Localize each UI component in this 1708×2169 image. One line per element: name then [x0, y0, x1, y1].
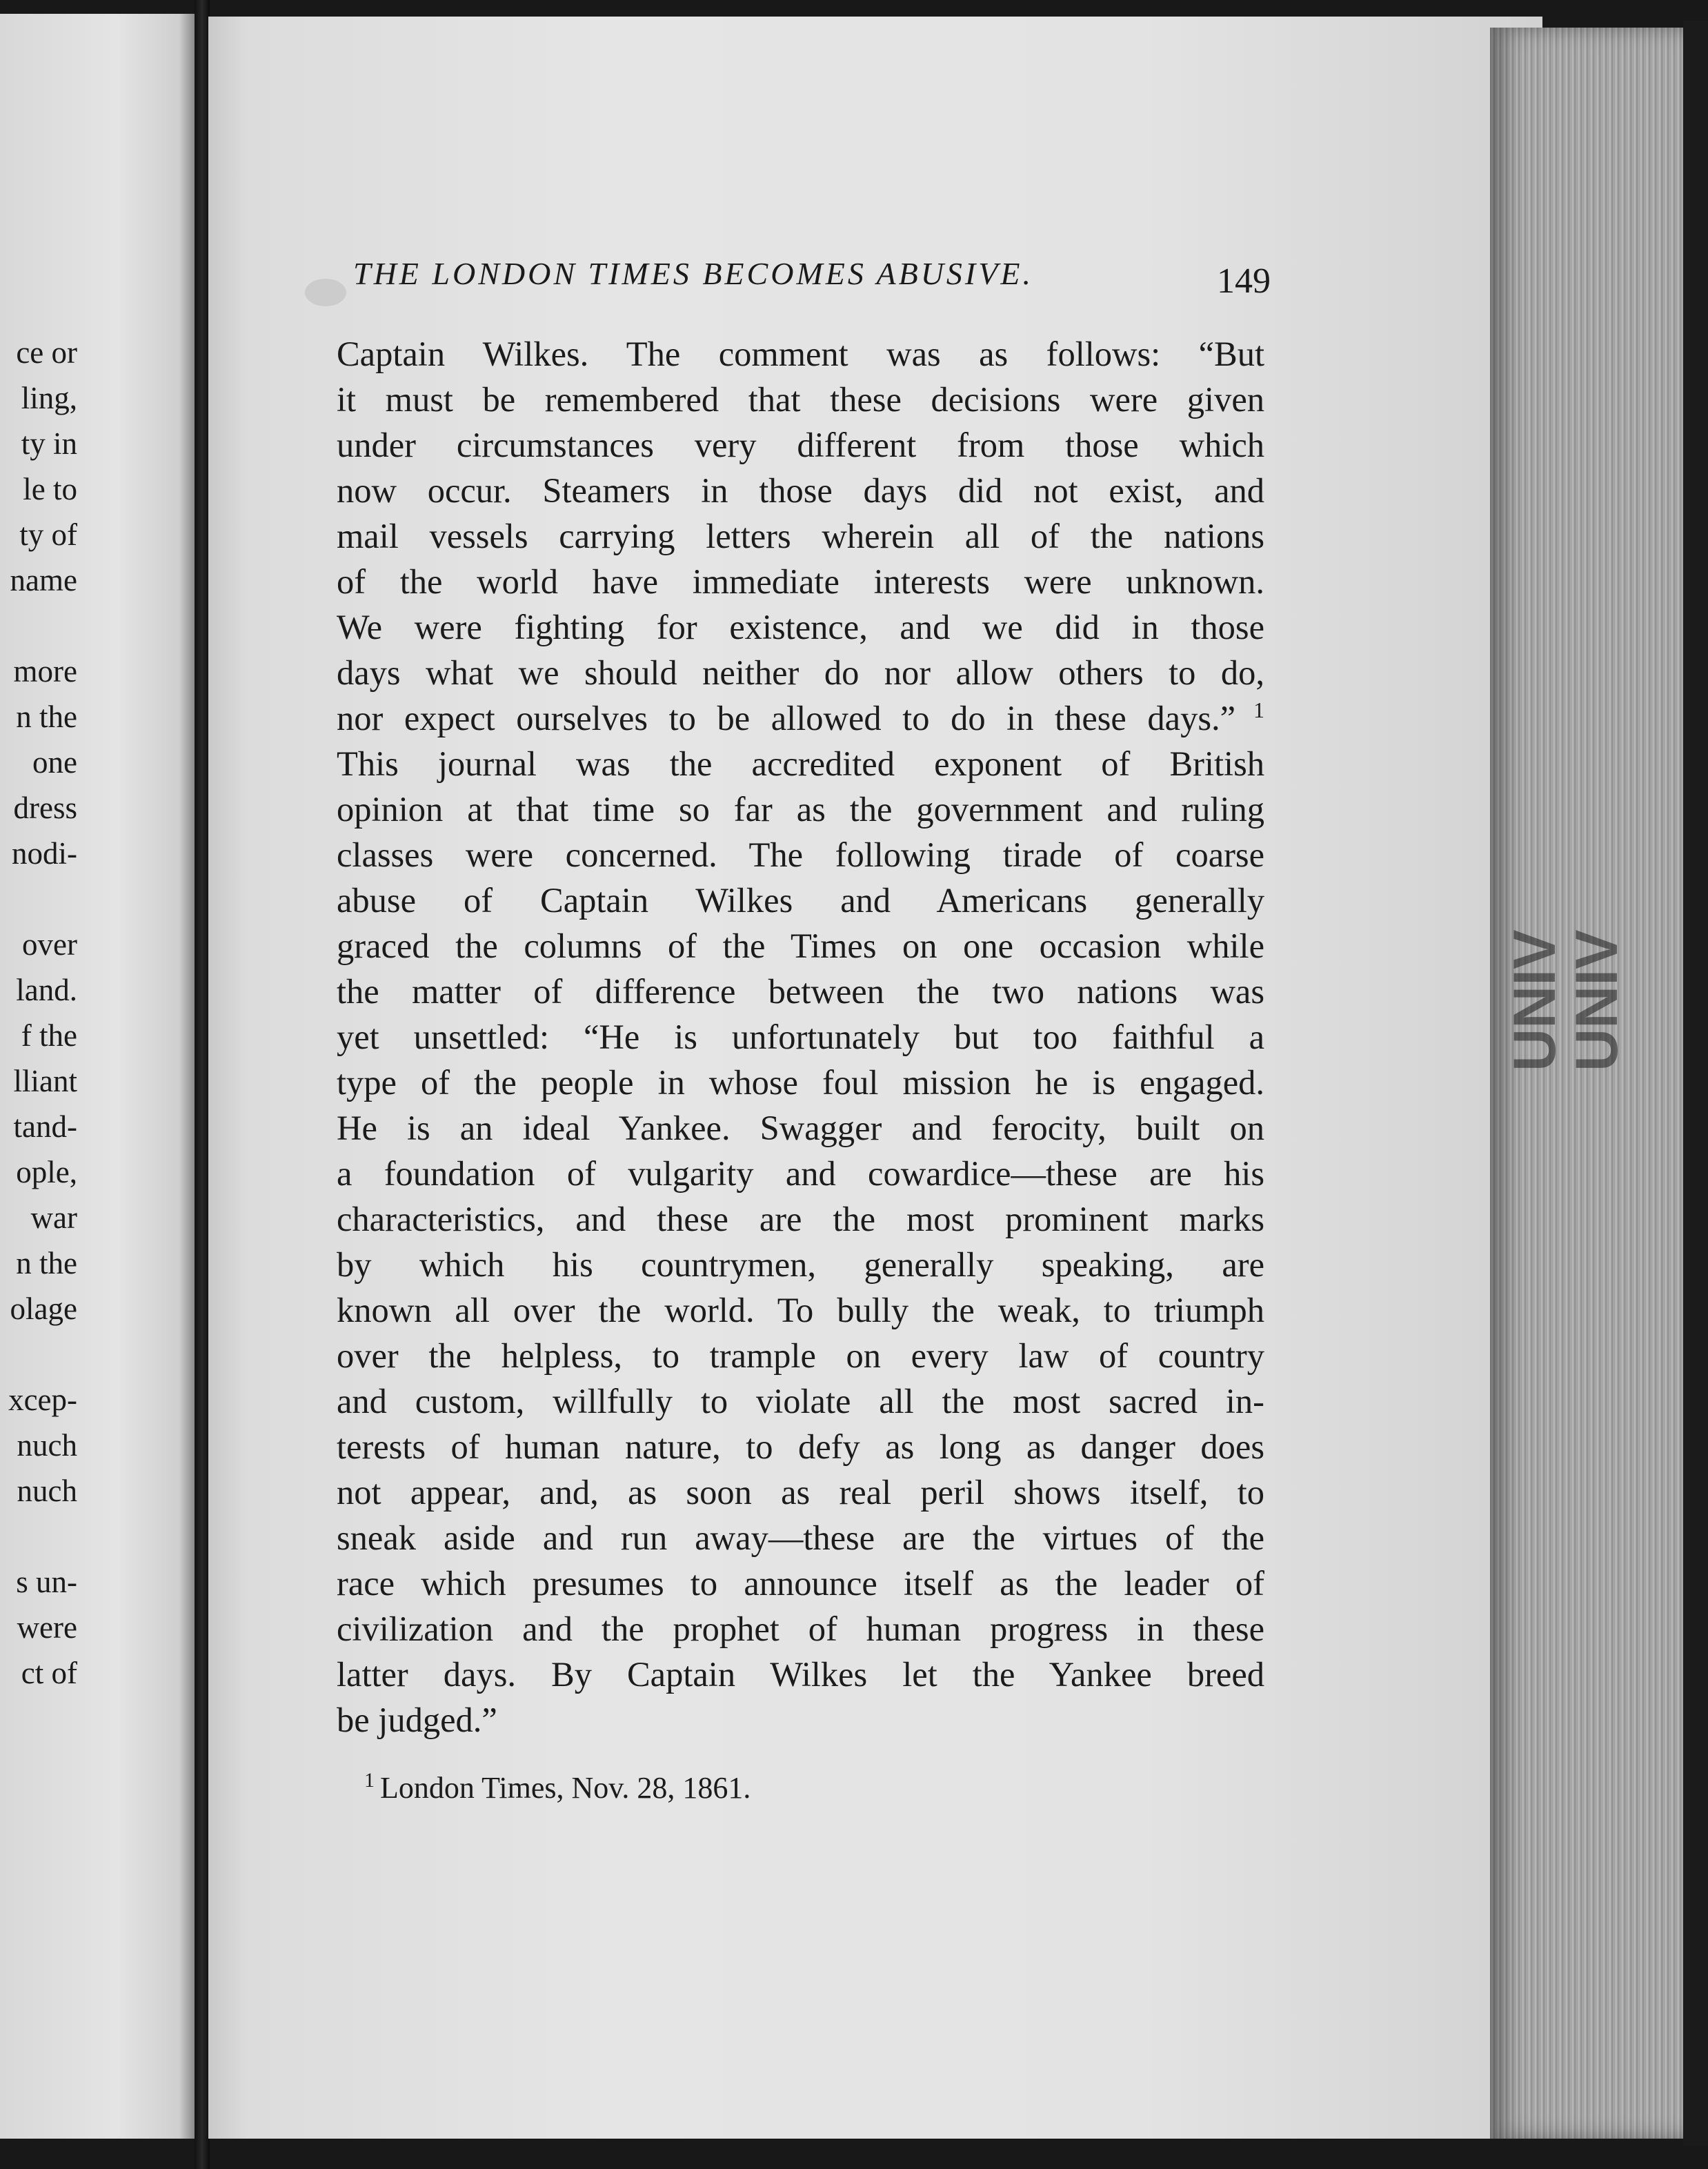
- left-page-fragment: were: [17, 1610, 77, 1645]
- body-line: not appear, and, as soon as real peril shows itself, to: [337, 1473, 1264, 1512]
- footnote-reference: 1: [1235, 697, 1265, 723]
- body-line: of the world have immediate interests were unknown.: [337, 562, 1264, 601]
- left-page-fragment: ct of: [21, 1656, 77, 1690]
- body-line: type of the people in whose foul mission he is engaged.: [337, 1063, 1264, 1102]
- left-page-fragment: nuch: [17, 1428, 77, 1463]
- left-page-fragment: s un-: [16, 1565, 77, 1599]
- left-page-fragment: land.: [16, 973, 77, 1007]
- body-line: now occur. Steamers in those days did not exist, and: [337, 471, 1264, 510]
- body-line: be judged.”: [337, 1701, 497, 1739]
- left-page-fragment: f the: [21, 1018, 77, 1053]
- left-facing-page: [0, 14, 195, 2139]
- left-page-fragment: war: [30, 1200, 77, 1235]
- page-number: 149: [1217, 261, 1271, 301]
- body-line: nor expect ourselves to be allowed to do in these days.” $^1$: [337, 697, 1265, 737]
- edge-stamp-2: UNIV: [1564, 929, 1630, 1071]
- footnote-text: London Times, Nov. 28, 1861.: [380, 1771, 751, 1805]
- left-page-fragment: olage: [10, 1291, 77, 1326]
- running-head: THE LONDON TIMES BECOMES ABUSIVE.: [353, 256, 1033, 291]
- body-line: yet unsettled: “He is unfortunately but too faithful a: [337, 1018, 1264, 1056]
- body-line: We were fighting for existence, and we did in those: [337, 608, 1264, 646]
- book-gutter: [195, 0, 210, 2169]
- left-page-fragment: tand-: [13, 1109, 77, 1144]
- body-line: latter days. By Captain Wilkes let the Yankee breed: [337, 1655, 1264, 1694]
- left-page-fragment: ty of: [19, 517, 77, 552]
- body-line: sneak aside and run away—these are the virtues of the: [337, 1518, 1264, 1557]
- left-page-fragment: ce or: [16, 335, 77, 370]
- body-line: it must be remembered that these decisions were given: [337, 380, 1264, 419]
- left-page-fragment: ling,: [21, 381, 77, 415]
- left-page-fragment: dress: [13, 791, 77, 825]
- body-line: characteristics, and these are the most prominent marks: [337, 1200, 1264, 1238]
- body-line: and custom, willfully to violate all the most sacred in-: [337, 1382, 1264, 1420]
- left-page-fragment: le to: [23, 472, 77, 506]
- page-header: [353, 250, 1271, 305]
- body-line: the matter of difference between the two nations was: [337, 972, 1264, 1011]
- body-line: under circumstances very different from those which: [337, 426, 1264, 464]
- left-page-fragment: n the: [16, 700, 77, 734]
- scan-edge: [1683, 21, 1708, 2146]
- body-line: Captain Wilkes. The comment was as follows: “But: [337, 335, 1264, 373]
- left-page-fragment: over: [22, 927, 77, 962]
- body-line: known all over the world. To bully the weak, to triumph: [337, 1291, 1264, 1329]
- body-line: terests of human nature, to defy as long as danger does: [337, 1427, 1264, 1466]
- body-line: by which his countrymen, generally speaking, are: [337, 1245, 1264, 1284]
- footnote-mark: 1: [364, 1769, 375, 1792]
- body-line: mail vessels carrying letters wherein all of the nations: [337, 517, 1264, 555]
- left-page-fragment: name: [10, 563, 77, 597]
- body-line: race which presumes to announce itself as the leader of: [337, 1564, 1264, 1603]
- left-page-fragment: ople,: [16, 1155, 77, 1189]
- body-line: civilization and the prophet of human progress in these: [337, 1610, 1264, 1648]
- left-page-fragment: ty in: [21, 426, 77, 461]
- body-line: days what we should neither do nor allow others to do,: [337, 653, 1264, 692]
- left-page-fragment: nodi-: [12, 836, 77, 871]
- body-line: He is an ideal Yankee. Swagger and ferocity, built on: [337, 1109, 1264, 1147]
- body-line: classes were concerned. The following tirade of coarse: [337, 835, 1264, 874]
- body-line: abuse of Captain Wilkes and Americans generally: [337, 881, 1264, 920]
- body-line: opinion at that time so far as the government and ruling: [337, 790, 1264, 829]
- left-page-fragment: nuch: [17, 1474, 77, 1508]
- left-page-fragment: xcep-: [8, 1383, 77, 1417]
- left-page-fragment: lliant: [13, 1064, 77, 1098]
- edge-stamp-1: UNIV: [1502, 929, 1568, 1071]
- body-line: This journal was the accredited exponent of British: [337, 744, 1264, 783]
- left-page-fragment: more: [13, 654, 77, 689]
- body-line: over the helpless, to trample on every law of country: [337, 1336, 1264, 1375]
- page-smudge: [305, 279, 346, 306]
- left-page-fragment: n the: [16, 1246, 77, 1280]
- body-text: [337, 331, 1264, 1743]
- body-line: a foundation of vulgarity and cowardice—these are his: [337, 1154, 1264, 1193]
- footnote: [364, 1770, 751, 1805]
- body-line: graced the columns of the Times on one occasion while: [337, 927, 1264, 965]
- left-page-fragment: one: [32, 745, 77, 780]
